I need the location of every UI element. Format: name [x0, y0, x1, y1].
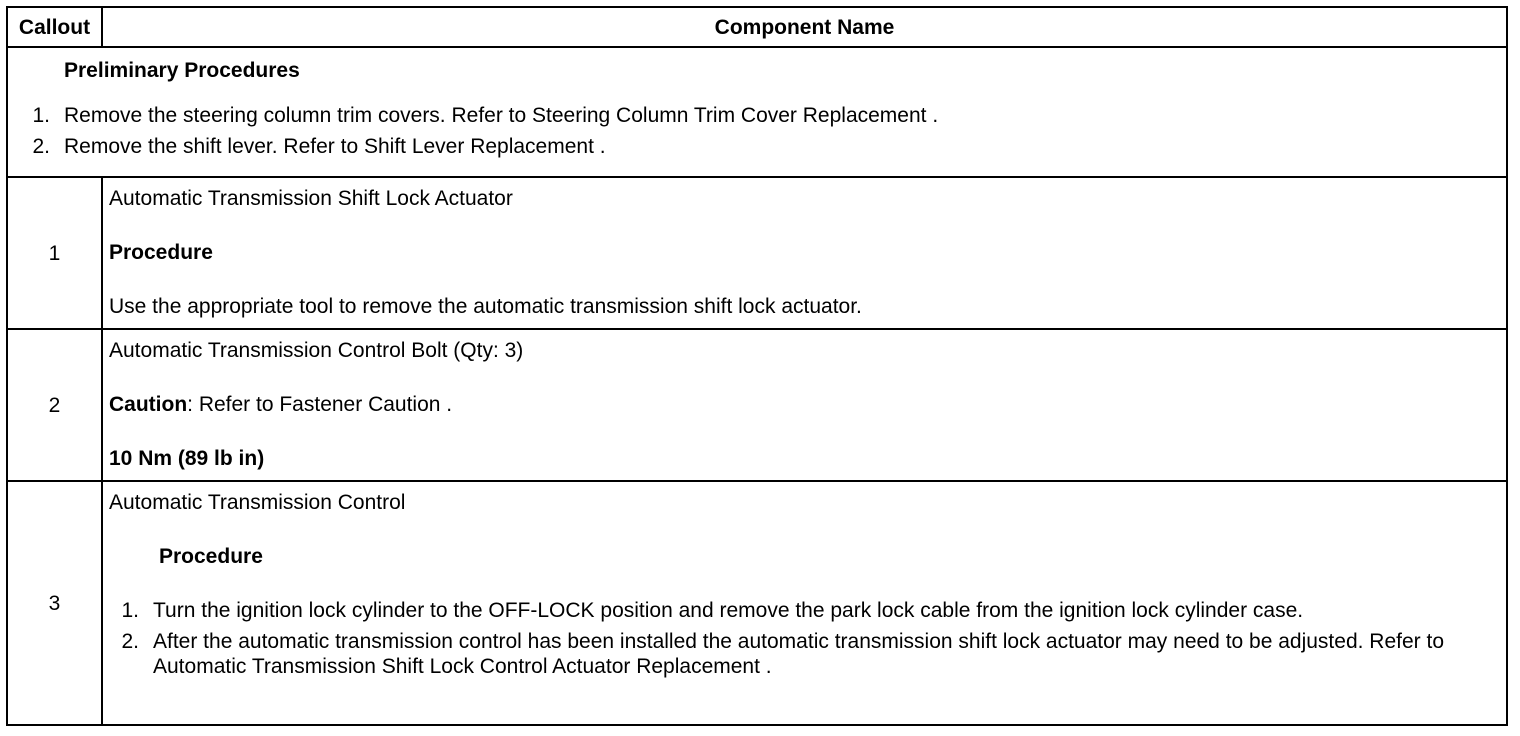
caution-text: : Refer to Fastener Caution . — [187, 393, 453, 416]
component-table — [6, 6, 1508, 726]
preliminary-step — [8, 103, 1506, 128]
procedure-step — [109, 629, 1500, 679]
table-row — [7, 481, 1507, 725]
preliminary-steps — [8, 103, 1506, 159]
callout-number: 1 — [7, 177, 102, 329]
header-callout: Callout — [7, 7, 102, 47]
component-name: Automatic Transmission Shift Lock Actuator — [109, 187, 513, 210]
procedure-label: Procedure — [159, 545, 263, 568]
step-number: 1. — [121, 599, 139, 622]
step-text: Turn the ignition lock cylinder to the OFF-LOCK position and remove the park lock cable from the ignition lock cylinder case. — [153, 599, 1304, 622]
preliminary-heading: Preliminary Procedures — [64, 59, 300, 82]
callout-number: 2 — [7, 329, 102, 481]
component-cell — [102, 481, 1507, 725]
caution-label: Caution — [109, 393, 188, 416]
step-number: 1. — [32, 104, 50, 127]
component-name: Automatic Transmission Control Bolt (Qty: 3) — [109, 339, 524, 362]
component-cell — [102, 329, 1507, 481]
component-cell — [102, 177, 1507, 329]
table-row — [7, 177, 1507, 329]
preliminary-row — [7, 47, 1507, 177]
procedure-steps — [109, 598, 1500, 679]
preliminary-step — [8, 134, 1506, 159]
callout-number: 3 — [7, 481, 102, 725]
step-text: After the automatic transmission control has been installed the automatic transmission shift lock actuator may need to be adjusted. Refer to Automatic Transmission Shift Lock Control Actuator Replacement . — [153, 630, 1444, 678]
component-name: Automatic Transmission Control — [109, 491, 406, 514]
step-number: 2. — [121, 630, 139, 653]
procedure-label: Procedure — [109, 241, 213, 264]
table-row — [7, 329, 1507, 481]
caution-line — [109, 392, 1500, 417]
procedure-step — [109, 598, 1500, 623]
procedure-text: Use the appropriate tool to remove the automatic transmission shift lock actuator. — [109, 295, 862, 318]
header-component-name: Component Name — [102, 7, 1507, 47]
table-header-row — [7, 7, 1507, 47]
step-text: Remove the shift lever. Refer to Shift Lever Replacement . — [64, 135, 606, 158]
step-number: 2. — [32, 135, 50, 158]
preliminary-cell — [7, 47, 1507, 177]
step-text: Remove the steering column trim covers. Refer to Steering Column Trim Cover Replacement . — [64, 104, 939, 127]
torque-spec: 10 Nm (89 lb in) — [109, 447, 265, 470]
